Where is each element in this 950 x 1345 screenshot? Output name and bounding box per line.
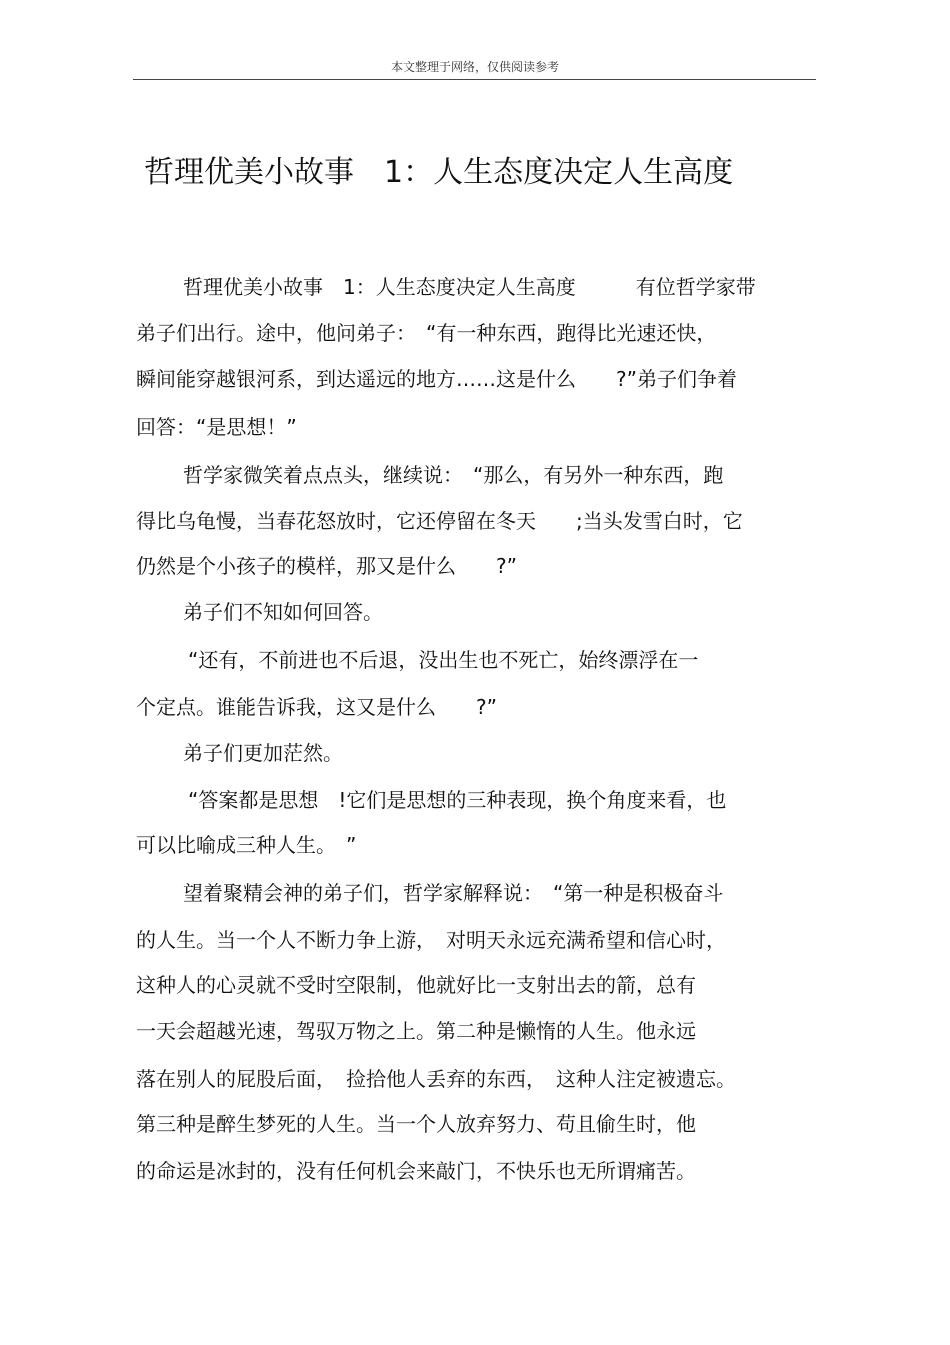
body-line: 的命运是冰封的，没有任何机会来敲门，不快乐也无所谓痛苦。 [136, 1159, 696, 1183]
body-line: “还有，不前进也不后退，没出生也不死亡，始终漂浮在一 [188, 648, 699, 672]
body-line: 第三种是醉生梦死的人生。当一个人放弃努力、苟且偷生时，他 [136, 1112, 696, 1136]
body-line: 哲理优美小故事 1：人生态度决定人生高度 有位哲学家带 [183, 275, 756, 299]
body-line: 的人生。当一个人不断力争上游， 对明天永远充满希望和信心时， [136, 928, 726, 952]
page-title: 哲理优美小故事 1：人生态度决定人生高度 [144, 155, 734, 190]
body-line: 落在别人的屁股后面， 捡拾他人丢弃的东西， 这种人注定被遗忘。 [136, 1067, 736, 1091]
body-line: 得比乌龟慢，当春花怒放时，它还停留在冬天 ;当头发雪白时，它 [136, 509, 743, 533]
body-line: 弟子们更加茫然。 [183, 741, 343, 765]
body-line: 一天会超越光速，驾驭万物之上。第二种是懒惰的人生。他永远 [136, 1019, 696, 1043]
body-line: 哲学家微笑着点点头，继续说： “那么，有另外一种东西，跑 [183, 463, 724, 487]
body-line: 望着聚精会神的弟子们，哲学家解释说： “第一种是积极奋斗 [183, 881, 724, 905]
header-note: 本文整理于网络，仅供阅读参考 [390, 60, 559, 74]
body-line: 个定点。谁能告诉我，这又是什么 ?” [136, 695, 497, 719]
body-line: 弟子们不知如何回答。 [183, 600, 383, 624]
body-line: 可以比喻成三种人生。 ” [136, 833, 357, 857]
body-line: “答案都是思想 !它们是思想的三种表现，换个角度来看，也 [188, 788, 727, 812]
header-divider [133, 79, 816, 80]
body-line: 回答：“是思想！” [136, 415, 297, 439]
body-line: 弟子们出行。途中，他问弟子： “有一种东西，跑得比光速还快， [136, 321, 717, 345]
body-line: 瞬间能穿越银河系，到达遥远的地方……这是什么 ?”弟子们争着 [136, 367, 737, 391]
body-line: 这种人的心灵就不受时空限制，他就好比一支射出去的箭，总有 [136, 973, 696, 997]
body-line: 仍然是个小孩子的模样，那又是什么 ?” [136, 554, 517, 578]
